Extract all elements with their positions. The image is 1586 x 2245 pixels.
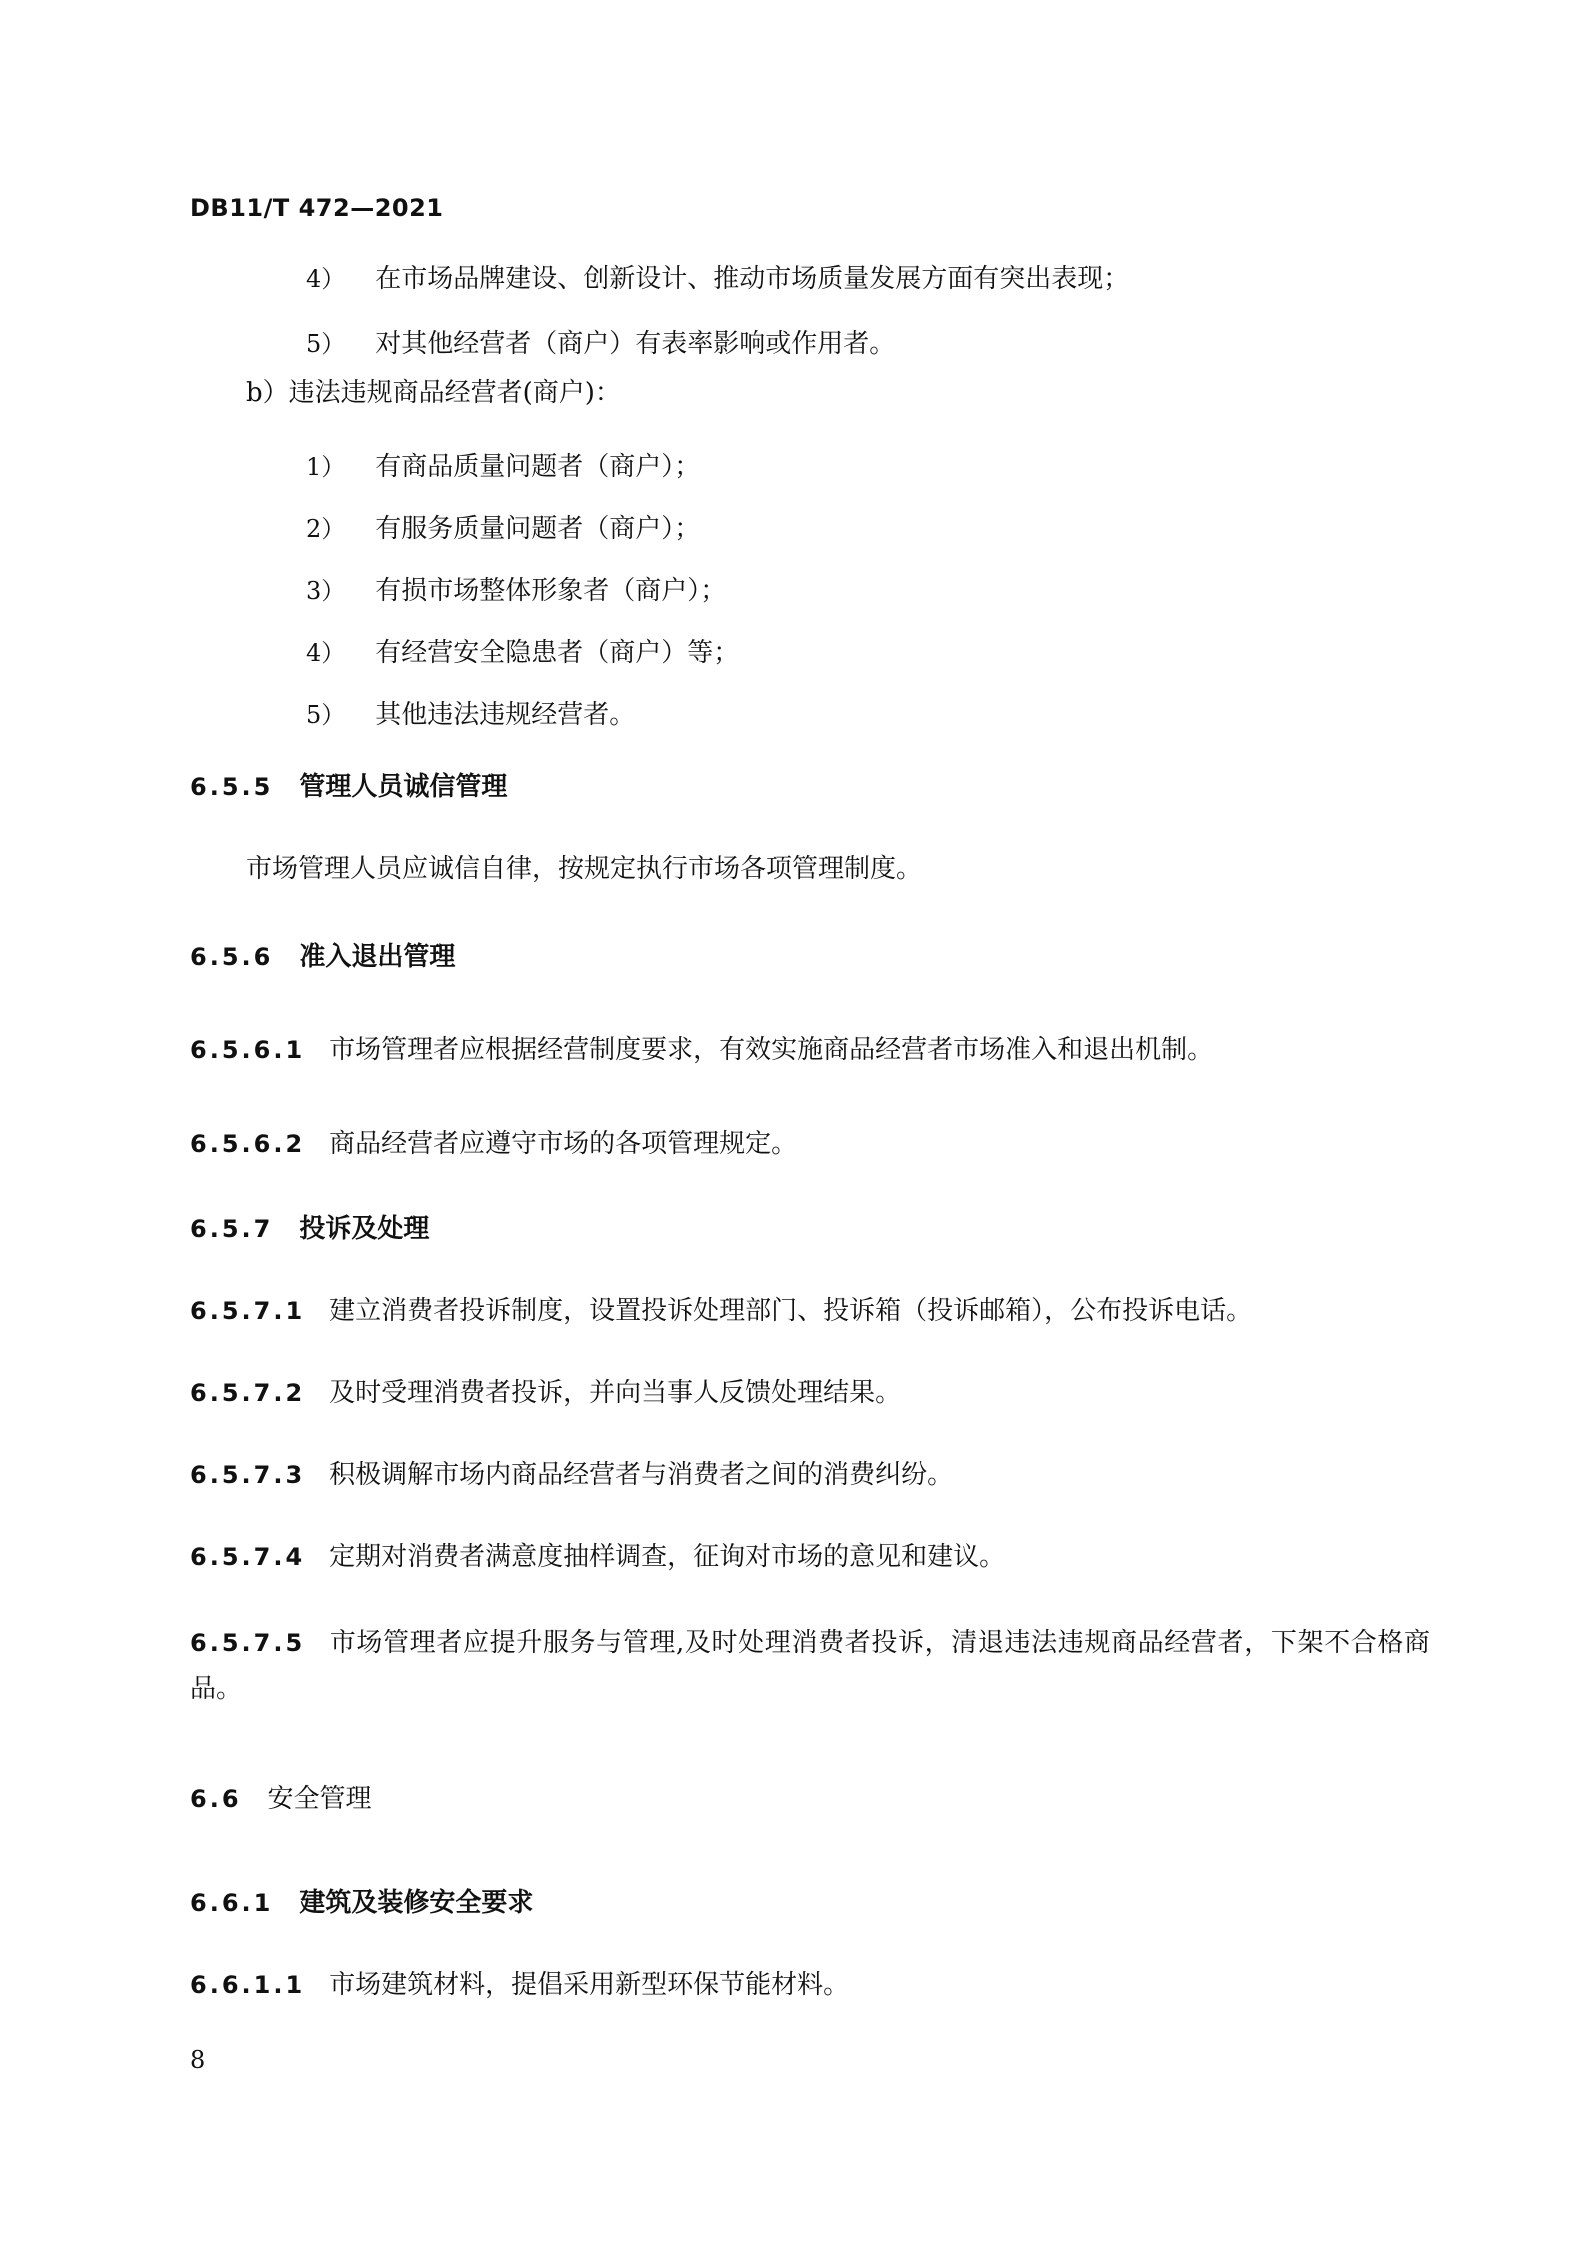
clause bbox=[190, 1376, 901, 1410]
page-number: 8 bbox=[190, 2046, 206, 2074]
item-text: 有经营安全隐患者（商户）等； bbox=[375, 638, 740, 668]
clause bbox=[190, 1033, 1213, 1067]
clause-number: 6.5.6.1 bbox=[190, 1036, 306, 1064]
clause-text: 商品经营者应遵守市场的各项管理规定。 bbox=[329, 1129, 798, 1159]
clause bbox=[190, 1127, 797, 1161]
section-number: 6.5.6 bbox=[190, 943, 274, 971]
section-title: 准入退出管理 bbox=[299, 942, 456, 972]
clause-number: 6.5.7.4 bbox=[190, 1543, 306, 1571]
clause-text: 及时受理消费者投诉，并向当事人反馈处理结果。 bbox=[329, 1378, 902, 1408]
list-item bbox=[306, 698, 635, 732]
section-heading bbox=[190, 770, 507, 804]
item-number: 3） bbox=[306, 577, 346, 605]
item-text: 其他违法违规经营者。 bbox=[375, 700, 636, 730]
clause bbox=[190, 1968, 849, 2002]
section-heading bbox=[190, 1886, 533, 1920]
item-text: 有服务质量问题者（商户）； bbox=[375, 514, 701, 544]
clause-text: 积极调解市场内商品经营者与消费者之间的消费纠纷。 bbox=[329, 1460, 954, 1490]
list-item bbox=[306, 450, 700, 484]
item-text: 有商品质量问题者（商户）； bbox=[375, 452, 701, 482]
clause-text: 市场建筑材料，提倡采用新型环保节能材料。 bbox=[329, 1970, 850, 2000]
item-number: 2） bbox=[306, 515, 346, 543]
clause-number: 6.5.7.2 bbox=[190, 1379, 306, 1407]
section-number: 6.6 bbox=[190, 1785, 242, 1813]
section-title: 投诉及处理 bbox=[299, 1214, 430, 1244]
list-item bbox=[306, 327, 895, 361]
sublist-label: b）违法违规商品经营者(商户)： bbox=[246, 378, 621, 408]
section-heading bbox=[190, 1782, 372, 1816]
clause bbox=[190, 1294, 1252, 1328]
clause-text: 市场管理者应根据经营制度要求，有效实施商品经营者市场准入和退出机制。 bbox=[329, 1035, 1214, 1065]
clause-number: 6.5.7.3 bbox=[190, 1461, 306, 1489]
document-code: DB11/T 472—2021 bbox=[190, 194, 444, 222]
section-title: 安全管理 bbox=[267, 1784, 372, 1814]
item-number: 5） bbox=[306, 330, 346, 358]
list-item bbox=[306, 262, 1129, 296]
clause-number: 6.5.7.5 bbox=[190, 1629, 306, 1657]
clause-number: 6.6.1.1 bbox=[190, 1971, 306, 1999]
section-title: 管理人员诚信管理 bbox=[299, 772, 508, 802]
clause bbox=[190, 1620, 1430, 1712]
clause bbox=[190, 1458, 953, 1492]
item-text: 在市场品牌建设、创新设计、推动市场质量发展方面有突出表现； bbox=[375, 264, 1130, 294]
item-number: 4） bbox=[306, 639, 346, 667]
item-number: 5） bbox=[306, 701, 346, 729]
section-title: 建筑及装修安全要求 bbox=[299, 1888, 534, 1918]
list-item bbox=[306, 512, 700, 546]
item-text: 有损市场整体形象者（商户）； bbox=[375, 576, 727, 606]
item-number: 1） bbox=[306, 453, 346, 481]
clause-number: 6.5.6.2 bbox=[190, 1130, 306, 1158]
section-heading bbox=[190, 940, 455, 974]
section-number: 6.6.1 bbox=[190, 1889, 274, 1917]
clause bbox=[190, 1540, 1005, 1574]
list-item bbox=[306, 636, 739, 670]
body-paragraph: 市场管理人员应诚信自律，按规定执行市场各项管理制度。 bbox=[246, 854, 923, 884]
item-text: 对其他经营者（商户）有表率影响或作用者。 bbox=[375, 329, 896, 359]
clause-number: 6.5.7.1 bbox=[190, 1297, 306, 1325]
section-number: 6.5.5 bbox=[190, 773, 274, 801]
section-number: 6.5.7 bbox=[190, 1215, 274, 1243]
list-item bbox=[306, 574, 726, 608]
item-number: 4） bbox=[306, 265, 346, 293]
section-heading bbox=[190, 1212, 429, 1246]
clause-text: 定期对消费者满意度抽样调查，征询对市场的意见和建议。 bbox=[329, 1542, 1006, 1572]
clause-text: 建立消费者投诉制度，设置投诉处理部门、投诉箱（投诉邮箱），公布投诉电话。 bbox=[329, 1296, 1253, 1326]
clause-text: 市场管理者应提升服务与管理,及时处理消费者投诉，清退违法违规商品经营者，下架不合格商品。 bbox=[190, 1628, 1430, 1704]
